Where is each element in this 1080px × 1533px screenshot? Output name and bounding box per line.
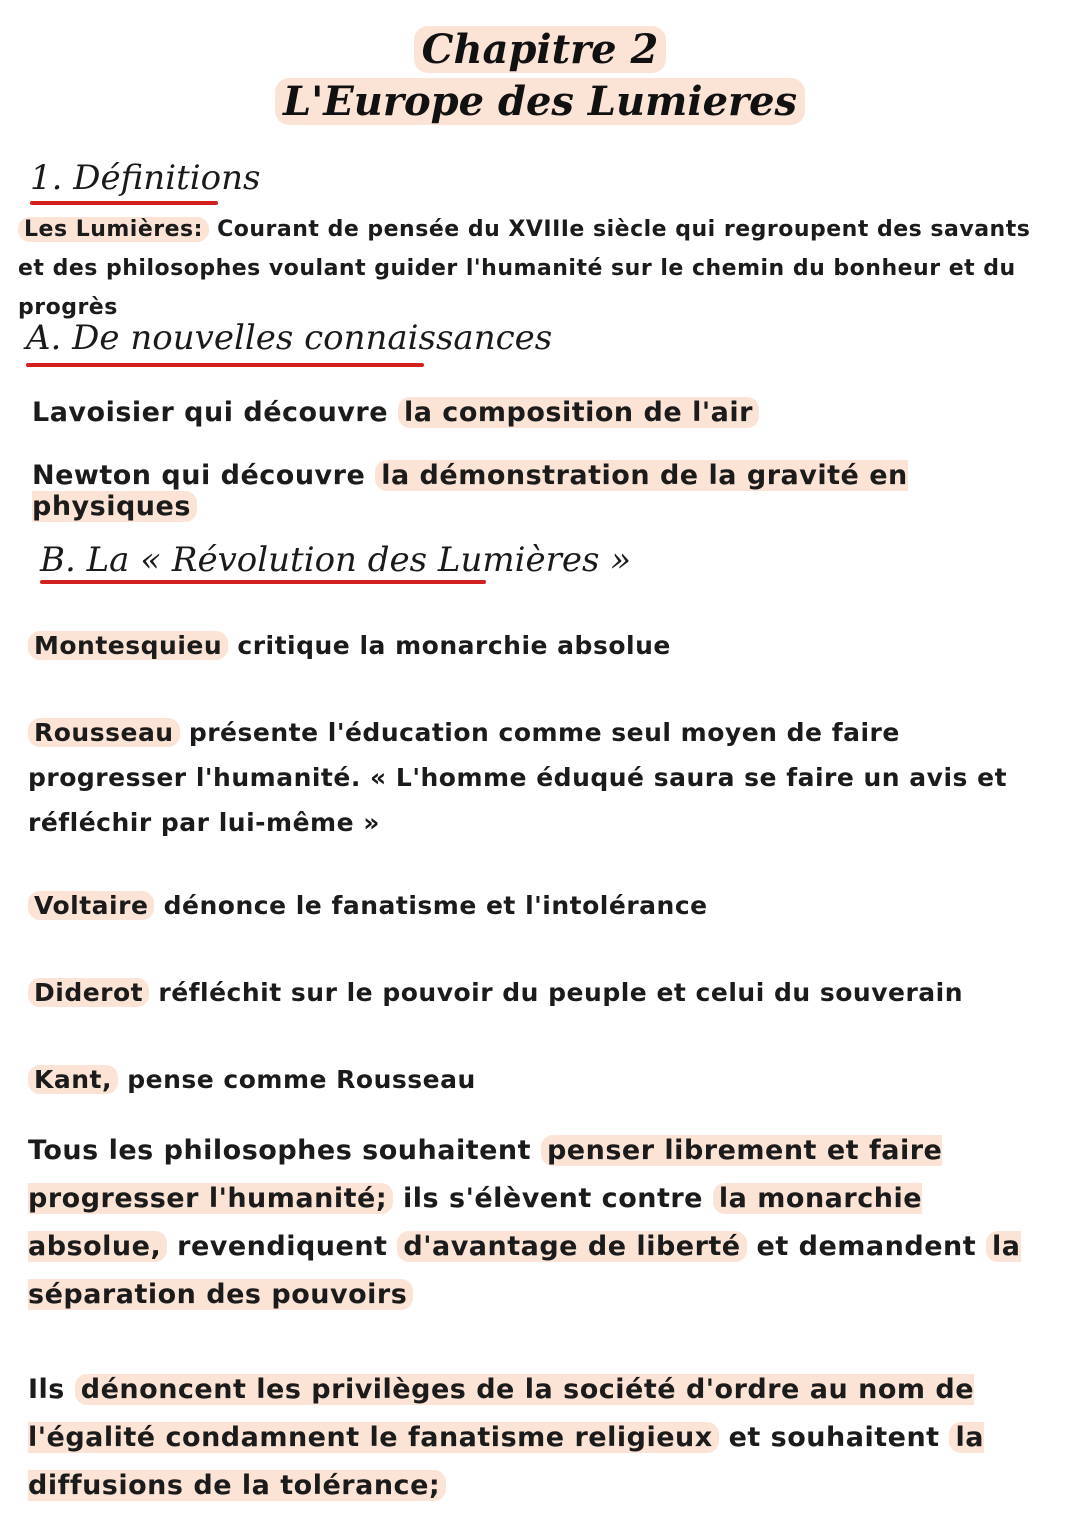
chapter-title: L'Europe des Lumieres [0, 78, 1080, 125]
summary-text: revendiquent [177, 1231, 388, 1262]
summary-highlight: la séparation des pouvoirs [28, 1231, 1021, 1310]
philosopher-entry [28, 1057, 1068, 1102]
summary-text: et demandent [756, 1231, 977, 1262]
knowledge-prefix: Newton qui découvre [32, 460, 366, 491]
summary-highlight: la monarchie absolue, [28, 1183, 923, 1262]
knowledge-highlight: la composition de l'air [398, 397, 759, 428]
philosopher-name: Montesquieu [28, 631, 228, 660]
definition-text: Courant de pensée du XVIIIe siècle qui regroupent des savants et des philosophes voulant guider l'humanité sur le chemin du bonheur et du progrès [18, 217, 1031, 320]
philosopher-entry [28, 710, 1008, 845]
philosopher-text: réfléchit sur le pouvoir du peuple et celui du souverain [158, 978, 964, 1007]
philosopher-entry [28, 883, 1068, 928]
knowledge-prefix: Lavoisier qui découvre [32, 397, 389, 428]
philosopher-text: dénonce le fanatisme et l'intolérance [163, 891, 708, 920]
section-heading-definitions: 1. Définitions [30, 158, 261, 198]
summary-highlight: dénoncent les privilèges de la société d'ordre au nom de l'égalité condamnent le fanatisme religieux [28, 1374, 975, 1453]
knowledge-item [32, 397, 1072, 428]
definition-term: Les Lumières: [18, 217, 209, 242]
knowledge-highlight: la démonstration de la gravité en physiques [32, 460, 908, 522]
heading-underline [30, 201, 218, 205]
section-heading-knowledge: A. De nouvelles connaissances [26, 318, 553, 358]
philosopher-name: Voltaire [28, 891, 154, 920]
philosopher-name: Diderot [28, 978, 149, 1007]
summary-highlight: penser librement et faire progresser l'humanité; [28, 1135, 943, 1214]
section-heading-revolution: B. La « Révolution des Lumières » [40, 540, 632, 580]
summary-highlight: la diffusions de la tolérance; [28, 1422, 984, 1501]
chapter-number: Chapitre 2 [0, 26, 1080, 73]
summary-text: et souhaitent [728, 1422, 940, 1453]
summary-paragraph [28, 1366, 988, 1510]
heading-underline [40, 580, 486, 584]
philosopher-text: présente l'éducation comme seul moyen de faire progresser l'humanité. « L'homme éduqué saura se faire un avis et réfléchir par lui-même » [28, 718, 1008, 837]
summary-highlight: d'avantage de liberté [397, 1231, 746, 1262]
summary-paragraph [28, 1127, 1068, 1319]
summary-text: Ils [28, 1374, 65, 1405]
philosopher-entry [28, 623, 1068, 668]
summary-text: ils s'élèvent contre [403, 1183, 703, 1214]
summary-text: Tous les philosophes souhaitent [28, 1135, 532, 1166]
philosopher-name: Kant, [28, 1065, 118, 1094]
philosopher-entry [28, 970, 1068, 1015]
heading-underline [26, 363, 424, 367]
knowledge-item [32, 460, 1072, 522]
philosopher-text: pense comme Rousseau [127, 1065, 476, 1094]
philosopher-text: critique la monarchie absolue [237, 631, 671, 660]
philosopher-name: Rousseau [28, 718, 180, 747]
definition-paragraph [18, 210, 1058, 327]
